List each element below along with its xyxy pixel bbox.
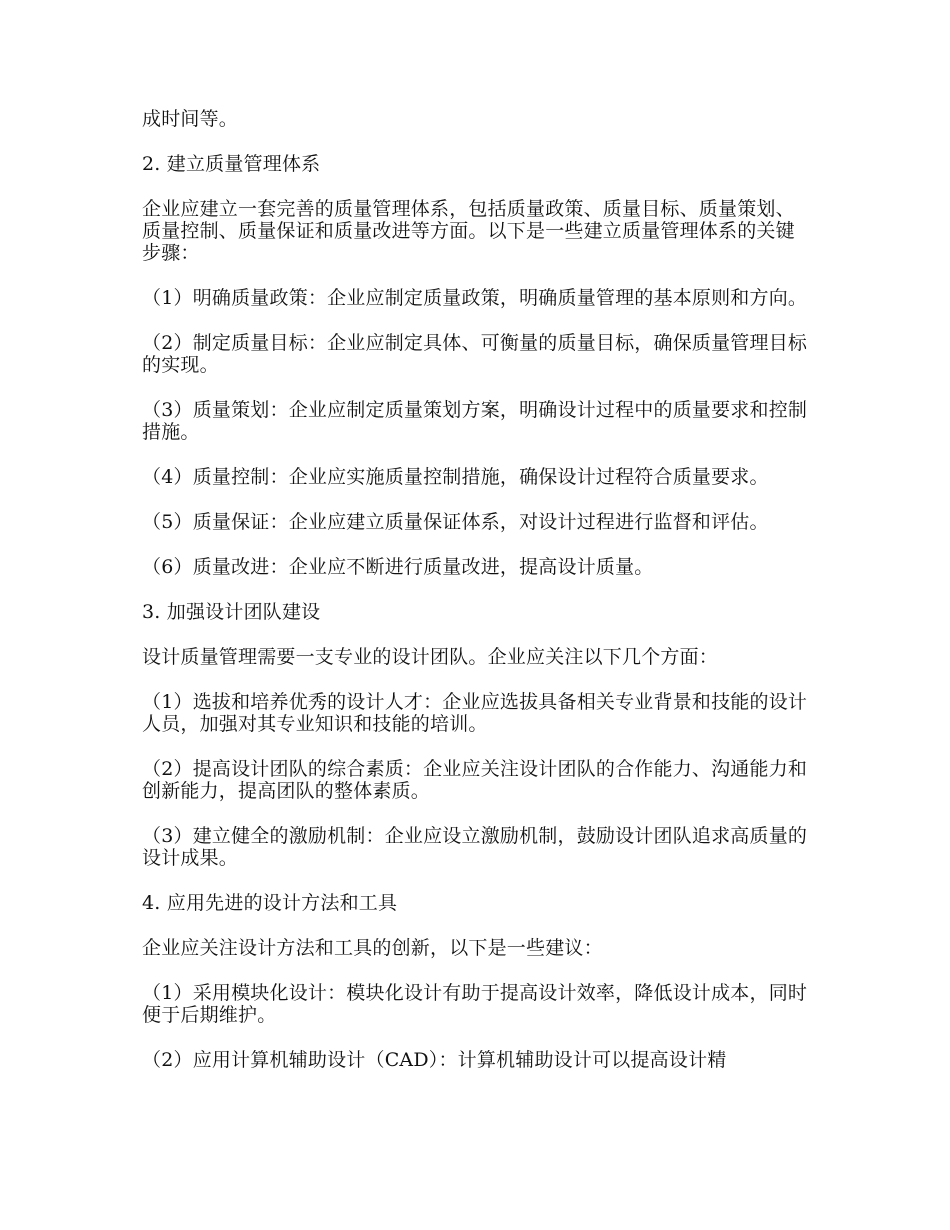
list-item: （2）应用计算机辅助设计（CAD）：计算机辅助设计可以提高设计精 [142, 1049, 727, 1071]
paragraph: 企业应建立一套完善的质量管理体系，包括质量政策、质量目标、质量策划、质量控制、质量保证和质量改进等方面。以下是一些建立质量管理体系的关键步骤： [142, 198, 795, 264]
list-item: （4）质量控制：企业应实施质量控制措施，确保设计过程符合质量要求。 [142, 466, 769, 488]
list-item: （1）选拔和培养优秀的设计人才：企业应选拔具备相关专业背景和技能的设计人员，加强对其专业知识和技能的培训。 [142, 691, 808, 735]
list-item: （5）质量保证：企业应建立质量保证体系，对设计过程进行监督和评估。 [142, 511, 769, 533]
list-item: （2）提高设计团队的综合素质：企业应关注设计团队的合作能力、沟通能力和创新能力，提高团队的整体素质。 [142, 758, 808, 802]
document-body [142, 108, 808, 1094]
section-heading: 3. 加强设计团队建设 [142, 601, 321, 623]
section-heading: 2. 建立质量管理体系 [142, 153, 321, 175]
paragraph: 成时间等。 [142, 108, 239, 130]
list-item: （1）明确质量政策：企业应制定质量政策，明确质量管理的基本原则和方向。 [142, 287, 808, 309]
list-item: （3）建立健全的激励机制：企业应设立激励机制，鼓励设计团队追求高质量的设计成果。 [142, 825, 808, 869]
list-item: （3）质量策划：企业应制定质量策划方案，明确设计过程中的质量要求和控制措施。 [142, 399, 808, 443]
list-item: （1）采用模块化设计：模块化设计有助于提高设计效率，降低设计成本，同时便于后期维护。 [142, 982, 808, 1026]
paragraph: 企业应关注设计方法和工具的创新，以下是一些建议： [142, 937, 603, 959]
list-item: （2）制定质量目标：企业应制定具体、可衡量的质量目标，确保质量管理目标的实现。 [142, 332, 808, 376]
section-heading: 4. 应用先进的设计方法和工具 [142, 892, 398, 914]
list-item: （6）质量改进：企业应不断进行质量改进，提高设计质量。 [142, 556, 654, 578]
paragraph: 设计质量管理需要一支专业的设计团队。企业应关注以下几个方面： [142, 646, 719, 668]
